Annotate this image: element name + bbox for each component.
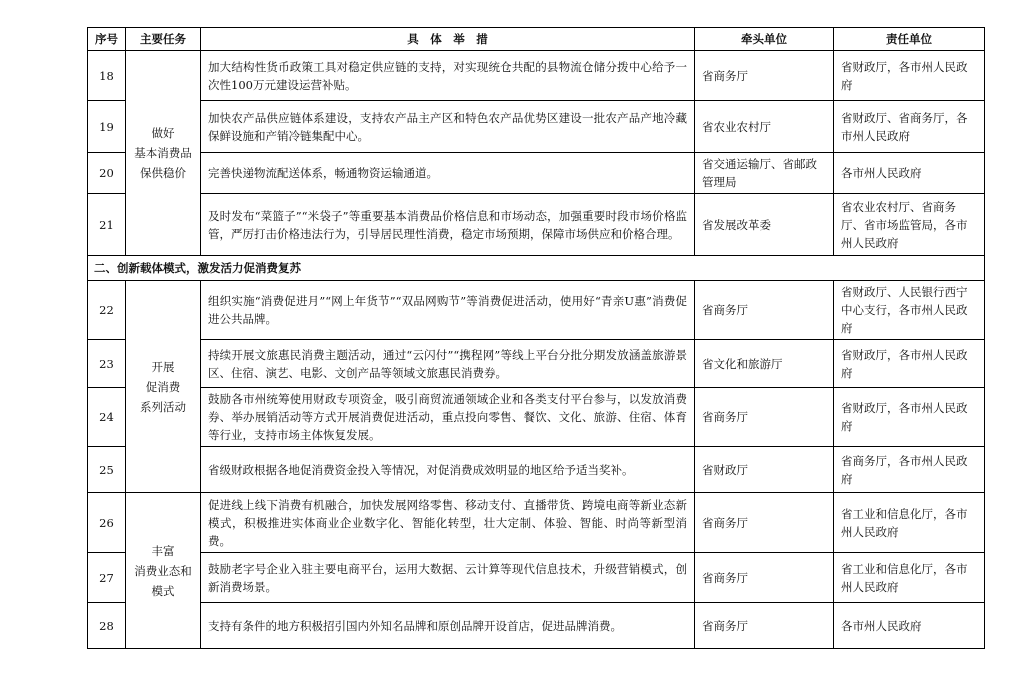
section-row xyxy=(88,256,985,281)
lead-unit: 省农业农村厅 xyxy=(695,101,834,153)
table-header-row xyxy=(88,28,985,51)
responsible-unit: 省财政厅、人民银行西宁中心支行，各市州人民政府 xyxy=(834,281,985,340)
task-line: 丰富 xyxy=(151,543,175,558)
header-lead: 牵头单位 xyxy=(695,28,834,51)
row-num: 24 xyxy=(88,388,126,447)
task-line: 基本消费品 xyxy=(134,146,192,160)
row-num: 21 xyxy=(88,194,126,256)
responsible-unit: 省商务厅，各市州人民政府 xyxy=(834,447,985,493)
row-num: 23 xyxy=(88,340,126,388)
task-line: 模式 xyxy=(151,583,175,598)
measure-text: 鼓励各市州统筹使用财政专项资金，吸引商贸流通领域企业和各类支付平台参与，以发放消费券、举办展销活动等方式开展消费促进活动，重点投向零售、餐饮、文化、旅游、住宿、体育等行业，支持市场主体恢复发展。 xyxy=(201,388,695,447)
row-num: 22 xyxy=(88,281,126,340)
row-num: 19 xyxy=(88,101,126,153)
lead-unit: 省商务厅 xyxy=(695,493,834,553)
header-measure: 具 体 举 措 xyxy=(201,28,695,51)
task-line: 开展 xyxy=(151,359,175,374)
table-row xyxy=(88,447,985,493)
row-num: 27 xyxy=(88,553,126,603)
table-row xyxy=(88,153,985,194)
table-row xyxy=(88,553,985,603)
lead-unit: 省交通运输厅、省邮政管理局 xyxy=(695,153,834,194)
row-num: 25 xyxy=(88,447,126,493)
measures-table xyxy=(87,27,985,649)
table-row xyxy=(88,101,985,153)
responsible-unit: 省财政厅，各市州人民政府 xyxy=(834,51,985,101)
table-row xyxy=(88,281,985,340)
task-cell xyxy=(126,51,201,256)
lead-unit: 省商务厅 xyxy=(695,51,834,101)
responsible-unit: 省工业和信息化厅，各市州人民政府 xyxy=(834,553,985,603)
lead-unit: 省文化和旅游厅 xyxy=(695,340,834,388)
row-num: 28 xyxy=(88,603,126,649)
table-row xyxy=(88,603,985,649)
table-row xyxy=(88,388,985,447)
responsible-unit: 省工业和信息化厅，各市州人民政府 xyxy=(834,493,985,553)
task-line: 系列活动 xyxy=(140,399,186,414)
task-line: 消费业态和 xyxy=(134,563,192,578)
measure-text: 支持有条件的地方积极招引国内外知名品牌和原创品牌开设首店，促进品牌消费。 xyxy=(201,603,695,649)
task-line: 促消费 xyxy=(145,379,181,394)
header-num: 序号 xyxy=(88,28,126,51)
measure-text: 促进线上线下消费有机融合，加快发展网络零售、移动支付、直播带货、跨境电商等新业态新模式，积极推进实体商业企业数字化、智能化转型，壮大定制、体验、智能、时尚等新型消费。 xyxy=(201,493,695,553)
measure-text: 省级财政根据各地促消费资金投入等情况，对促消费成效明显的地区给予适当奖补。 xyxy=(201,447,695,493)
lead-unit: 省财政厅 xyxy=(695,447,834,493)
responsible-unit: 省财政厅，各市州人民政府 xyxy=(834,388,985,447)
task-cell xyxy=(126,493,201,649)
table-row xyxy=(88,194,985,256)
header-task: 主要任务 xyxy=(126,28,201,51)
lead-unit: 省商务厅 xyxy=(695,281,834,340)
lead-unit: 省发展改革委 xyxy=(695,194,834,256)
measure-text: 加快农产品供应链体系建设，支持农产品主产区和特色农产品优势区建设一批农产品产地冷藏保鲜设施和产销冷链集配中心。 xyxy=(201,101,695,153)
responsible-unit: 省农业农村厅、省商务厅、省市场监管局，各市州人民政府 xyxy=(834,194,985,256)
measure-text: 完善快递物流配送体系，畅通物资运输通道。 xyxy=(201,153,695,194)
lead-unit: 省商务厅 xyxy=(695,603,834,649)
row-num: 18 xyxy=(88,51,126,101)
measure-text: 鼓励老字号企业入驻主要电商平台，运用大数据、云计算等现代信息技术，升级营销模式，创新消费场景。 xyxy=(201,553,695,603)
table-row xyxy=(88,340,985,388)
table-row xyxy=(88,493,985,553)
measure-text: 加大结构性货币政策工具对稳定供应链的支持，对实现统仓共配的县物流仓储分拨中心给予一次性100万元建设运营补贴。 xyxy=(201,51,695,101)
task-cell xyxy=(126,281,201,493)
measure-text: 及时发布“菜篮子”“米袋子”等重要基本消费品价格信息和市场动态，加强重要时段市场价格监管，严厉打击价格违法行为，引导居民理性消费，稳定市场预期，保障市场供应和价格合理。 xyxy=(201,194,695,256)
task-line: 保供稳价 xyxy=(140,166,186,180)
table-row xyxy=(88,51,985,101)
task-line: 做好 xyxy=(151,126,175,140)
header-resp: 责任单位 xyxy=(834,28,985,51)
row-num: 26 xyxy=(88,493,126,553)
section-title: 二、创新载体模式，激发活力促消费复苏 xyxy=(88,256,985,281)
lead-unit: 省商务厅 xyxy=(695,553,834,603)
measure-text: 持续开展文旅惠民消费主题活动，通过“云闪付”“携程网”等线上平台分批分期发放涵盖旅游景区、住宿、演艺、电影、文创产品等领域文旅惠民消费券。 xyxy=(201,340,695,388)
responsible-unit: 省财政厅，各市州人民政府 xyxy=(834,340,985,388)
responsible-unit: 各市州人民政府 xyxy=(834,603,985,649)
responsible-unit: 各市州人民政府 xyxy=(834,153,985,194)
measure-text: 组织实施“消费促进月”“网上年货节”“双品网购节”等消费促进活动，使用好“青亲U惠”消费促进公共品牌。 xyxy=(201,281,695,340)
row-num: 20 xyxy=(88,153,126,194)
lead-unit: 省商务厅 xyxy=(695,388,834,447)
responsible-unit: 省财政厅、省商务厅，各市州人民政府 xyxy=(834,101,985,153)
